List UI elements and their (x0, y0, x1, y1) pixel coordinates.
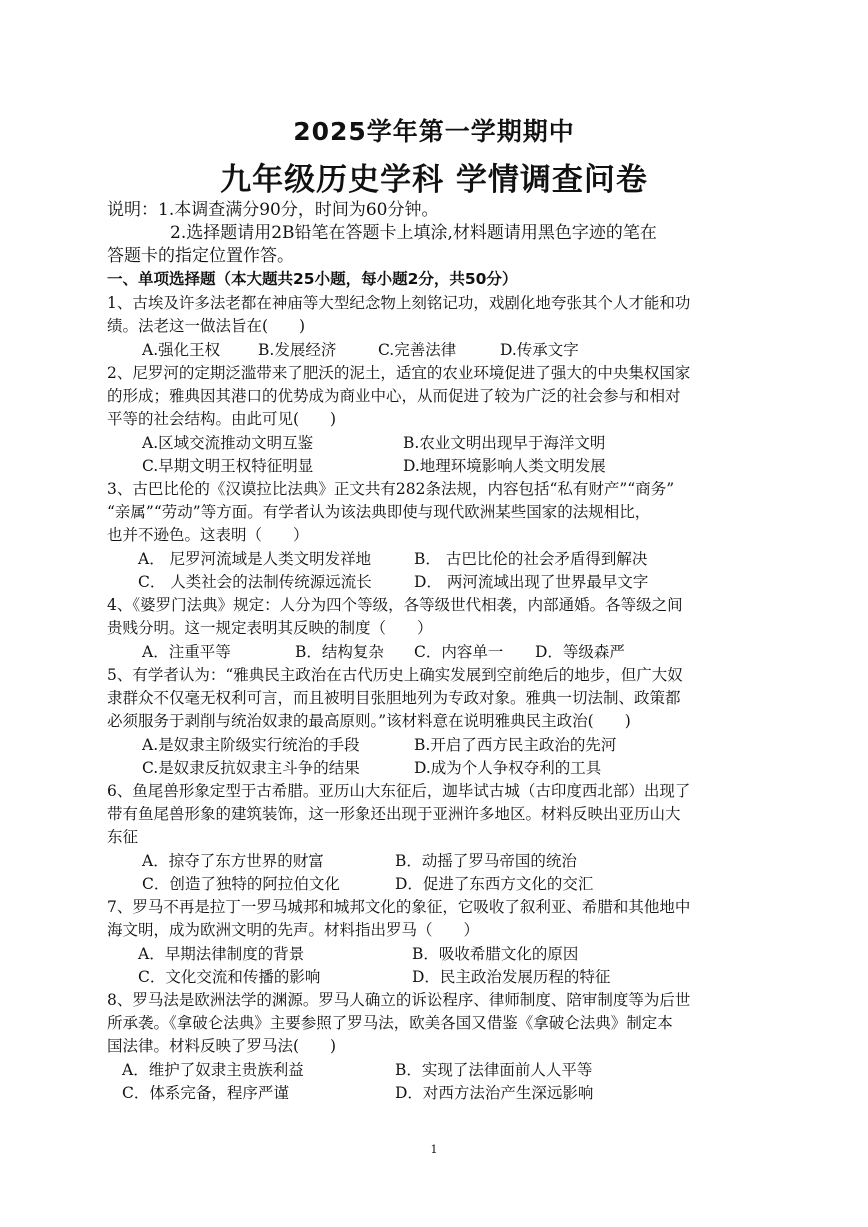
option-a: A．维护了奴隶主贵族利益 (122, 1061, 304, 1079)
instruction-line-2: 2.选择题请用2B铅笔在答题卡上填涂,材料题请用黑色字迹的笔在 (170, 223, 657, 243)
option-a: A．掠夺了东方世界的财富 (142, 852, 324, 870)
option-a: A.区域交流推动文明互鉴 (142, 434, 314, 452)
question-text-line: 7、罗马不再是拉丁一罗马城邦和城邦文化的象征，它吸收了叙利亚、希腊和其他地中 (107, 898, 691, 916)
option-b: B.发展经济 (258, 341, 337, 359)
option-a: A． 尼罗河流域是人类文明发祥地 (138, 550, 372, 568)
exam-term-title: 2025学年第一学期期中 (293, 117, 575, 146)
question-text-line: 东征 (107, 828, 139, 846)
option-c: C．内容单一 (414, 643, 504, 661)
option-c: C.完善法律 (378, 341, 457, 359)
option-c: C．文化交流和传播的影响 (138, 968, 321, 986)
question-text-line: 6、鱼尾兽形象定型于古希腊。亚历山大东征后，迦毕试古城（古印度西北部）出现了 (107, 782, 691, 800)
option-d: D．民主政治发展历程的特征 (412, 968, 611, 986)
option-b: B．结构复杂 (295, 643, 384, 661)
question-text-line: 的形成；雅典因其港口的优势成为商业中心，从而促进了较为广泛的社会参与和相对 (107, 387, 681, 405)
question-text-line: 也并不逊色。这表明（ ） (107, 526, 309, 544)
option-b: B．动摇了罗马帝国的统治 (395, 852, 577, 870)
option-d: D．对西方法治产生深远影响 (395, 1084, 594, 1102)
question-text-line: 8、罗马法是欧洲法学的渊源。罗马人确立的诉讼程序、律师制度、陪审制度等为后世 (107, 991, 691, 1009)
question-text-line: 海文明，成为欧洲文明的先声。材料指出罗马（ ） (107, 921, 480, 939)
instruction-line-3: 答题卡的指定位置作答。 (107, 246, 294, 266)
option-d: D．等级森严 (535, 643, 625, 661)
instruction-line-1: 说明：1.本调查满分90分，时间为60分钟。 (107, 200, 439, 220)
option-c: C.是奴隶反抗奴隶主斗争的结果 (142, 759, 360, 777)
question-text-line: 4、《婆罗门法典》规定：人分为四个等级，各等级世代相袭，内部通婚。各等级之间 (107, 596, 683, 614)
option-a: A．注重平等 (142, 643, 231, 661)
exam-subject-title: 九年级历史学科 学情调查问卷 (220, 162, 648, 198)
option-d: D． 两河流域出现了世界最早文字 (414, 573, 649, 591)
question-text-line: 2、尼罗河的定期泛滥带来了肥沃的泥土，适宜的农业环境促进了强大的中央集权国家 (107, 364, 691, 382)
question-text-line: 所承袭。《拿破仑法典》主要参照了罗马法，欧美各国又借鉴《拿破仑法典》制定本 (107, 1014, 673, 1032)
option-c: C.早期文明王权特征明显 (142, 457, 314, 475)
option-b: B．实现了法律面前人人平等 (395, 1061, 593, 1079)
option-c: C．体系完备，程序严谨 (122, 1084, 289, 1102)
option-d: D.传承文字 (500, 341, 579, 359)
section-heading: 一、单项选择题（本大题共25小题，每小题2分，共50分） (107, 270, 518, 288)
option-d: D.成为个人争权夺利的工具 (414, 759, 602, 777)
question-text-line: 必须服务于剥削与统治奴隶的最高原则。”该材料意在说明雅典民主政治( ) (107, 712, 631, 730)
option-b: B.开启了西方民主政治的先河 (414, 736, 617, 754)
question-text-line: 绩。法老这一做法旨在( ) (107, 317, 306, 335)
option-c: C． 人类社会的法制传统源远流长 (138, 573, 372, 591)
option-d: D.地理环境影响人类文明发展 (403, 457, 606, 475)
page-number: 1 (430, 1143, 438, 1156)
question-text-line: “亲属”“劳动”等方面。有学者认为该法典即使与现代欧洲某些国家的法规相比， (107, 503, 651, 521)
question-text-line: 平等的社会结构。由此可见( ) (107, 410, 337, 428)
option-b: B．吸收希腊文化的原因 (412, 945, 579, 963)
question-text-line: 隶群众不仅毫无权利可言，而且被明目张胆地列为专政对象。雅典一切法制、政策都 (107, 689, 681, 707)
option-a: A．早期法律制度的背景 (138, 945, 305, 963)
option-d: D．促进了东西方文化的交汇 (395, 875, 594, 893)
question-text-line: 1、古埃及许多法老都在神庙等大型纪念物上刻铭记功，戏剧化地夸张其个人才能和功 (107, 294, 691, 312)
option-b: B.农业文明出现早于海洋文明 (403, 434, 606, 452)
question-text-line: 3、古巴比伦的《汉谟拉比法典》正文共有282条法规，内容包括“私有财产”“商务” (107, 480, 675, 498)
option-b: B． 古巴比伦的社会矛盾得到解决 (414, 550, 648, 568)
option-c: C．创造了独特的阿拉伯文化 (142, 875, 340, 893)
question-text-line: 国法律。材料反映了罗马法( ) (107, 1037, 337, 1055)
question-text-line: 5、有学者认为：“雅典民主政治在古代历史上确实发展到空前绝后的地步，但广大奴 (107, 666, 683, 684)
option-a: A.强化王权 (142, 341, 221, 359)
option-a: A.是奴隶主阶级实行统治的手段 (142, 736, 360, 754)
question-text-line: 带有鱼尾兽形象的建筑装饰，这一形象还出现于亚洲许多地区。材料反映出亚历山大 (107, 805, 681, 823)
question-text-line: 贵贱分明。这一规定表明其反映的制度（ ） (107, 619, 433, 637)
